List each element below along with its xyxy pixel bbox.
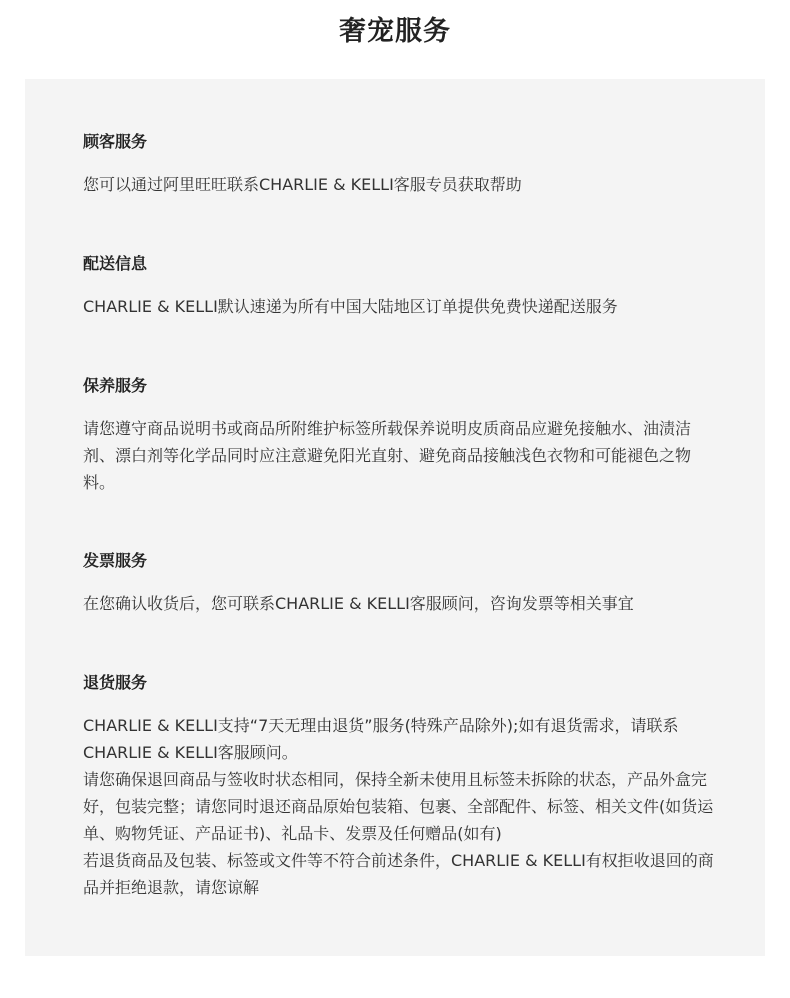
section-heading: 保养服务 xyxy=(83,376,148,395)
section-paragraph: 请您遵守商品说明书或商品所附维护标签所载保养说明皮质商品应避免接触水、油渍洁剂、漂白剂等化学品同时应注意避免阳光直射、避免商品接触浅色衣物和可能褪色之物料。 xyxy=(83,419,692,492)
section-heading: 顾客服务 xyxy=(83,132,148,151)
section-care xyxy=(83,375,719,496)
section-paragraph: 您可以通过阿里旺旺联系CHARLIE & KELLI客服专员获取帮助 xyxy=(83,175,522,194)
section-paragraph: 若退货商品及包装、标签或文件等不符合前述条件，CHARLIE & KELLI有权拒收退回的商品并拒绝退款，请您谅解 xyxy=(83,851,714,897)
page-title: 奢宠服务 xyxy=(339,16,451,47)
section-delivery xyxy=(83,253,719,320)
section-paragraph: 在您确认收货后，您可联系CHARLIE & KELLI客服顾问，咨询发票等相关事宜 xyxy=(83,594,634,613)
section-heading: 配送信息 xyxy=(83,254,148,273)
section-body xyxy=(83,293,719,320)
section-paragraph: CHARLIE & KELLI支持“7天无理由退货”服务(特殊产品除外);如有退货需求，请联系CHARLIE & KELLI客服顾问。 xyxy=(83,716,679,762)
section-body xyxy=(83,171,719,198)
section-heading: 发票服务 xyxy=(83,551,148,570)
section-paragraph: CHARLIE & KELLI默认速递为所有中国大陆地区订单提供免费快递配送服务 xyxy=(83,297,618,316)
section-invoice xyxy=(83,550,719,617)
section-customer-service xyxy=(83,131,719,198)
service-panel xyxy=(25,79,765,956)
section-heading: 退货服务 xyxy=(83,673,148,692)
section-returns xyxy=(83,672,719,901)
section-body xyxy=(83,415,719,496)
section-paragraph: 请您确保退回商品与签收时状态相同，保持全新未使用且标签未拆除的状态，产品外盒完好，包装完整；请您同时退还商品原始包装箱、包裹、全部配件、标签、相关文件(如货运单、购物凭证、产品证书)、礼品卡、发票及任何赠品(如有) xyxy=(83,770,714,843)
section-body xyxy=(83,590,719,617)
section-body xyxy=(83,712,719,901)
